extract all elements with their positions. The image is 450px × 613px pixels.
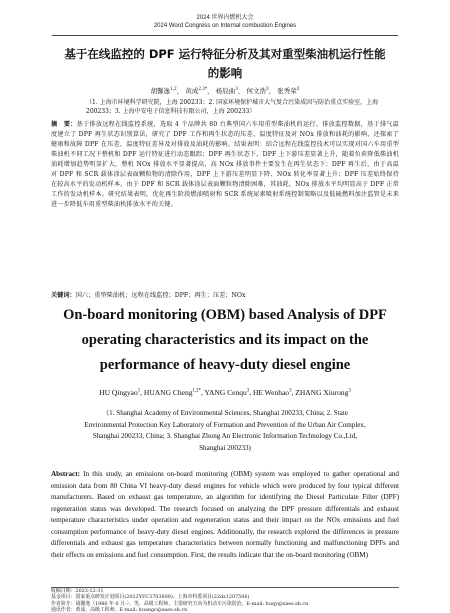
author-name: HU Qingyao	[99, 388, 138, 397]
footnote-author-info: 作者简介：胡馨逸（1986 年 6 月-），男，高级工程师，主要研究方向为机动车污染防治。E-mail: huqy@saes.sh.cn	[51, 600, 309, 607]
conference-header	[0, 14, 450, 30]
author-affiliation-mark: 3	[289, 388, 292, 394]
english-author-list: HU Qingyao$^1$, HUANG Cheng$^{1,2*}$, YANG Cenqu$^3$, HE Wenhao$^3$, ZHANG Xiurong$^3$	[99, 388, 351, 397]
author-affiliation-mark: 3	[348, 388, 351, 394]
chinese-abstract-text: 基于排放远程在线监控系统，选取 4 个品牌共 80 台典型国六车用重型柴油机的运行、排放监控数据，基于排气温度建立了 DPF 再生状态识别算法，研究了 DPF 工作和再生状态的压差、温度特征及对 NOx 排放和油耗的影响，还探索了健康和故障 DPF 在压差、温度特征差异及对排放及油耗的影响。结果表明：结合远程在线监控技术可以实现对国六车用重型柴油机不同工况下整机和 DPF 运行特征进行动态跟踪；DPF 再生状态下，DPF 上下游压差显著上升，随着负荷降低柴油机油耗增加趋势明显扩大，整机 NOx 排放水平显著提高，高 NOx 排放事件主要发生在再生状态下；DPF 再生后，由于高温对 DPF 和 SCR 载体涂层表面颗粒物的清除作用，DPF 上下游压差明显下降、NOx 转化率显著上升；DPF 压差始终保持在较高水平的发动机样本，由于 DPF 和 SCR 载体涂层表面颗粒物清除困难，其油耗、NOx 排放水平均明显高于 DPF 正常工作的发动机样本。研究结果表明，优化再生阶段燃油喷射和 SCR 系统尿素喷射系统控制策略以及低硫燃料加注监管是未来进一步降低车用重型柴油机排放水平的关键。	[51, 121, 399, 208]
author-affiliation-mark: 1,2	[170, 85, 177, 91]
author-name: ZHANG Xiurong	[295, 388, 349, 397]
chinese-author-list: 胡馨逸$^{1,2}$， 黄成$^{2,3*}$， 杨辰曲$^3$， 何文浩$^3$， 张秀荣$^3$	[150, 85, 300, 95]
chinese-keywords-label: 关键词：	[51, 292, 76, 299]
chinese-abstract	[51, 120, 399, 210]
author-affiliation-mark: 3	[235, 85, 238, 91]
author-affiliation-mark: 3	[266, 85, 269, 91]
chinese-keywords	[51, 291, 399, 300]
chinese-title-line-2: 的影响	[207, 66, 243, 80]
footnotes	[51, 588, 399, 613]
chinese-title-line-1: 基于在线监控的 DPF 运行特征分析及其对重型柴油机运行性能	[64, 47, 386, 61]
author-name: 杨辰曲	[215, 87, 236, 95]
author-name: HUANG Cheng	[143, 388, 193, 397]
english-title-line-2: operating characteristics and its impact on the	[81, 332, 369, 348]
conference-name-en: 2024 Word Congress on Internal combustion Engines	[153, 23, 297, 29]
author-affiliation-mark: 1,2*	[192, 388, 201, 394]
author-name: 何文浩	[246, 87, 266, 95]
chinese-keywords-text: 国六；重型柴油机；远程在线监控；DPF；再生；压差；NOx	[75, 292, 246, 299]
author-affiliation-mark: 1	[137, 388, 141, 394]
conference-name-cn: 2024 世界内燃机大会	[196, 15, 254, 21]
chinese-title	[22, 45, 428, 83]
footnote-corresponding-author: 通讯作者：黄成，高级工程师。E-mail: huangc@saes.sh.cn	[51, 606, 188, 613]
author-name: 张秀荣	[277, 87, 297, 95]
english-abstract-text: In this study, an emissions on-board monitoring (OBM) system was employed to gather operational and emission data from 80 China VI heavy-duty diesel engines for vehicle which were produced by four typical different manufacturers. Based on exhaust gas temperature, an algorithm for identifying the Diesel Particulate Filter (DPF) regeneration status was developed. The research focused on analyzing the DPF pressure differentials and exhaust temperature characteristics under operation and regeneration status and their impact on the NOx emissions and fuel consumption performance of heavy-duty diesel engines. Additionally, the research explored the differences in pressure differentials and exhaust gas temperature characteristics between normally functioning and malfunctioning DPFs and their effects on emissions and fuel consumption. First, the results indicate that the on-board monitoring (OBM)	[51, 470, 399, 559]
footnote-funding: 基金项目：国家重点研发计划项目(2022YFC3703600)；上海市科委项目(22dz1207506)	[51, 594, 250, 601]
author-name: 胡馨逸	[150, 87, 171, 95]
author-name: HE Wenhao	[252, 388, 290, 397]
footnote-received-date: 收稿日期：2023-12-31	[51, 588, 104, 594]
english-title-line-3: performance of heavy-duty diesel engine	[99, 357, 351, 373]
english-affiliations: （1. Shanghai Academy of Environmental Sciences, Shanghai 200233, China; 2. State Environmental Protection Key Laboratory of Formation and Prevention of the Urban Air Complex, Shanghai 200233, China; 3. Shanghai Zhong An Electronic Information Technology Co.,Ltd, Shanghai 200233)	[84, 409, 366, 453]
english-title	[40, 303, 410, 378]
author-affiliation-mark: 3	[296, 85, 300, 91]
author-name: 黄成	[185, 87, 199, 95]
english-title-line-1: On-board monitoring (OBM) based Analysis of DPF	[63, 307, 387, 323]
english-abstract-label: Abstract:	[51, 470, 80, 478]
author-name: YANG Cenqu	[204, 388, 247, 397]
english-abstract	[51, 469, 399, 561]
author-affiliation-mark: 2,3*	[198, 85, 208, 91]
author-affiliation-mark: 3	[246, 388, 250, 394]
header-divider	[52, 35, 398, 36]
chinese-affiliations: （1. 上海市环境科学研究院，上海 200233；2. 国家环境保护城市大气复合污染成因与防治重点实验室，上海 200233；3. 上海中安电子信息科技有限公司，上海 200233）	[86, 99, 379, 115]
chinese-abstract-label: 摘 要：	[51, 121, 77, 128]
